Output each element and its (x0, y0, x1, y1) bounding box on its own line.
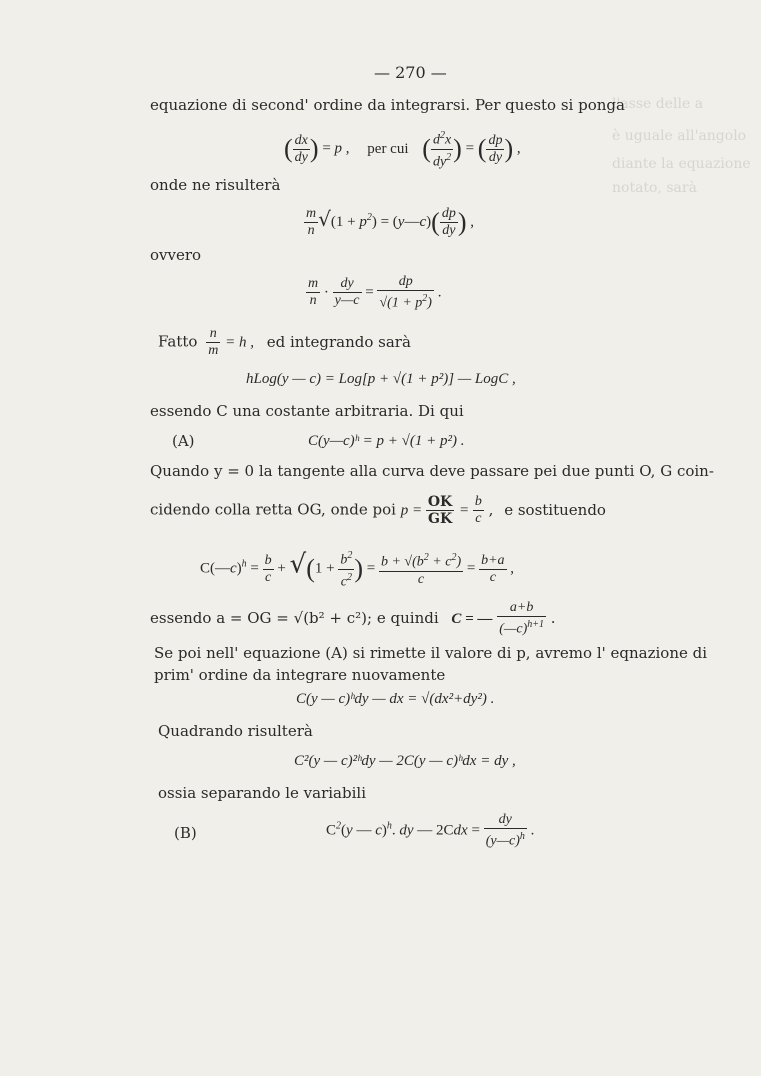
text-line: Quando y = 0 la tangente alla curva deve passare pei due punti O, G coin- (150, 462, 714, 480)
bleed-through-text: diante la equazione (612, 156, 751, 172)
equation-5: hLog(y — c) = Log[p + √(1 + p²)] — LogC , (246, 371, 516, 387)
bleed-through-text: l'asse delle a (612, 96, 704, 112)
equation-3: $\frac{m}{n}$ · $\frac{dy}{y—c}$ = $\frac{dp}{√(1 + p^2)}$ . (308, 274, 442, 311)
equation-10: C²(y — c)²ʰdy — 2C(y — c)ʰdx = dy , (294, 753, 516, 769)
equation-label-a: (A) (172, 432, 195, 450)
equation-a: C(y—c)ʰ = p + √(1 + p²) . (308, 433, 465, 449)
text-line: prim' ordine da integrare nuovamente (154, 666, 446, 684)
fatto-text: Fatto (158, 332, 198, 351)
text-line-cidendo: cidendo colla retta OG, onde poi p = $\frac{OK}{GK}$ = $\frac{b}{c}$ , e sostituendo (150, 494, 606, 527)
bleed-through-text: notato, sarà (612, 180, 697, 196)
text-line-essendo-a: essendo a = OG = √(b² + c²); e quindi C = — $\frac{a+b}{(—c)^{h+1}}$ . (150, 600, 556, 637)
text-line-fatto: Fatto $\frac{n}{m}$ = h , ed integrando sarà (158, 326, 411, 358)
equation-1: ( $\frac{dx}{dy}$ ) = p , per cui ( $\frac{d^2x}{dy^2}$ ) = ( $\frac{dp}{dy}$ ) , (284, 130, 521, 170)
text-line: ovvero (150, 246, 202, 264)
equation-2: $\frac{m}{n}$ $√(1 + p^2)$ = (y—c)( $\frac{dp}{dy}$ ) , (306, 206, 474, 238)
equation-b: $C^2(y$ — c)$^h$. dy — 2Cdx = $\frac{dy}{(y—c)^h}$ . (326, 812, 535, 849)
text-line: ossia separando le variabili (158, 784, 366, 802)
page-number: — 270 — (374, 63, 447, 82)
text-line: Quadrando risulterà (158, 722, 313, 740)
equation-9: C(y — c)ʰdy — dx = √(dx²+dy²) . (296, 691, 495, 707)
text-line: essendo C una costante arbitraria. Di qui (150, 402, 464, 420)
integrando-text: ed integrando sarà (266, 332, 411, 351)
equation-7: C(—c)$^h$ = $\frac{b}{c}$ + √(1 + $\frac{b^2}{c^2}$ ) = $\frac{b + √(b^2 + c^2)}{c}$ = $\frac{b+a}{c}$ , (200, 549, 515, 590)
essendo-a-text: essendo a = OG = √(b² + c²); e quindi (150, 608, 439, 627)
bleed-through-text: è uguale all'angolo (612, 128, 747, 144)
sostituendo-text: e sostituendo (504, 500, 606, 519)
per-cui-text: per cui (367, 140, 409, 157)
equation-label-b: (B) (174, 824, 197, 842)
text-line: Se poi nell' equazione (A) si rimette il valore di p, avremo l' eqnazione di (154, 644, 708, 662)
text-line: equazione di second' ordine da integrarsi. Per questo si ponga (150, 96, 625, 114)
text-line: onde ne risulterà (150, 176, 281, 194)
cidendo-text: cidendo colla retta OG, onde poi (150, 500, 396, 519)
